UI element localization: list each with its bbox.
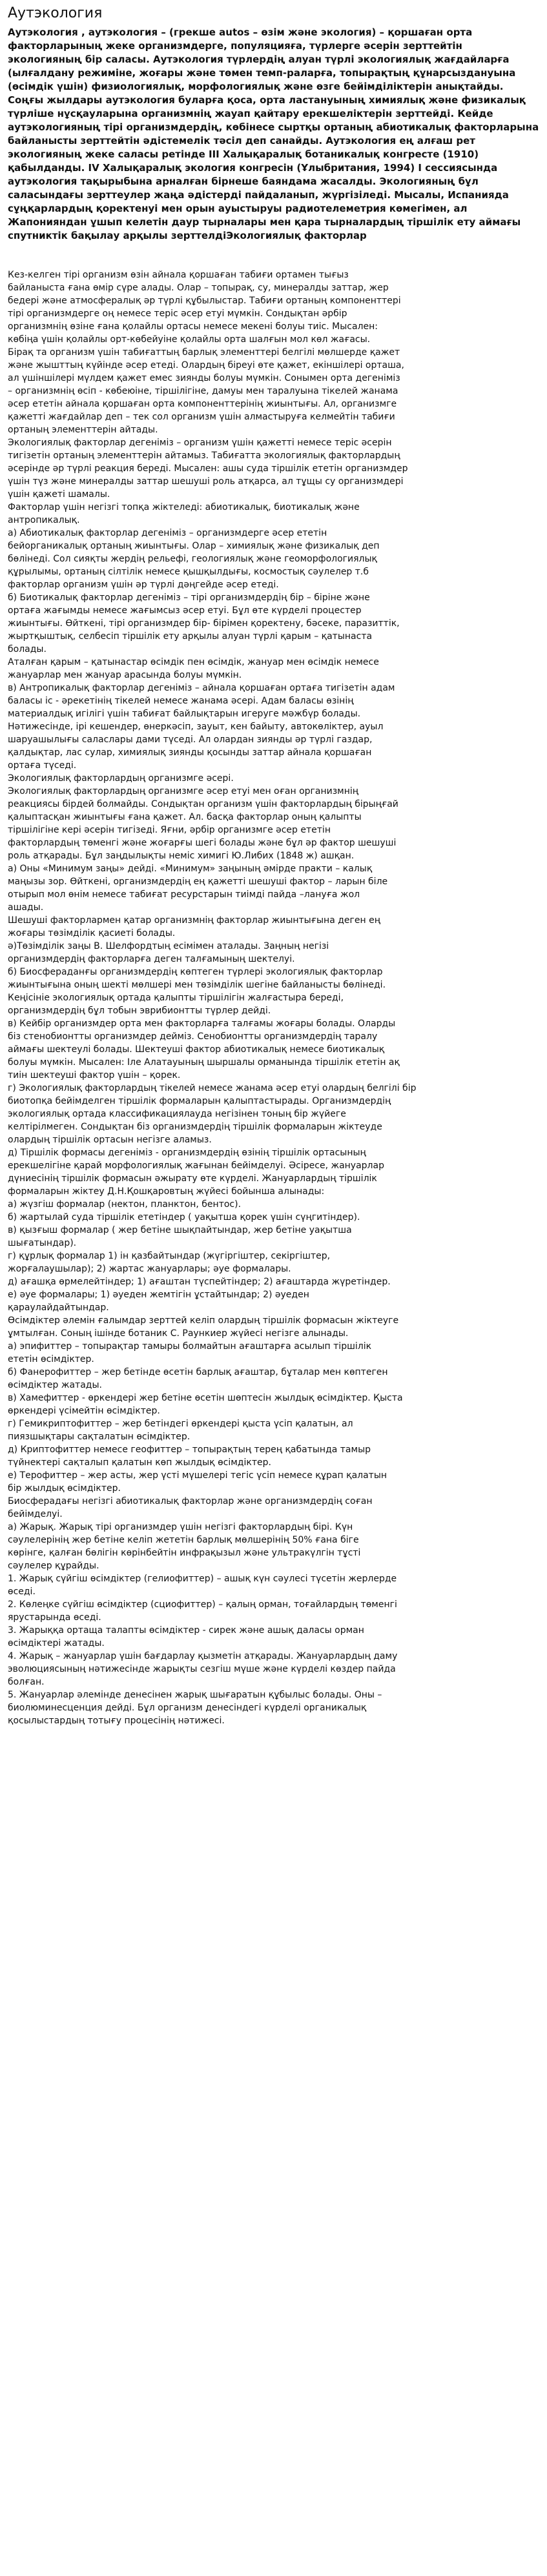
- text-line: экологиялық ортада классификациялауда негізінен тоның бір жүйеге: [8, 1109, 346, 1119]
- text-line: әсер ететін айнала қоршаған орта компоненттерінің жиынтығы. Ал, организмге: [8, 399, 397, 409]
- text-line: е) Терофиттер – жер асты, жер үсті мүшелері тегіс үсіп немесе құрап қалатын: [8, 1470, 387, 1481]
- text-line: антропикалық.: [8, 515, 80, 525]
- text-line: көбіңа үшін қолайлы орт-көбейуіне қолайлы орта шалғын мол көл жағасы.: [8, 334, 371, 345]
- text-line: б) Биотикалық факторлар дегеніміз – тірі организмдердің бір – біріне және: [8, 593, 370, 603]
- text-line: жоғары төзімділік қасиеті болады.: [8, 928, 176, 938]
- body-text: [8, 269, 539, 1727]
- text-line: өсімдіктері жатады.: [8, 1638, 105, 1648]
- text-line: пиязшықтары сақталатын өсімдіктер.: [8, 1432, 191, 1442]
- text-line: факторлардың төменгі және жоғарғы шегі болады және бұл әр фактор шешуші: [8, 838, 397, 848]
- text-line: құрылымы, ортаның сілтілік немесе қышқылдығы, космостық сәулелер т.б: [8, 567, 369, 577]
- text-line: ашады.: [8, 902, 44, 913]
- text-line: д) Тіршілік формасы дегеніміз - организмдердің өзінің тіршілік ортасының: [8, 1148, 366, 1158]
- text-line: а) Жарық. Жарық тірі организмдер үшін негізгі факторлардың бірі. Күн: [8, 1522, 353, 1532]
- text-line: в) Кейбір организмдер орта мен факторларға талғамы жоғары болады. Оларды: [8, 1019, 396, 1029]
- text-line: өсімдіктер жатады.: [8, 1380, 102, 1390]
- text-line: Биосферадағы негізгі абиотикалық факторлар және организмдердің соған: [8, 1496, 373, 1506]
- text-line: в) қызғыш формалар ( жер бетіне шықпайтындар, жер бетіне уақытша: [8, 1225, 352, 1235]
- text-line: е) әуе формалары; 1) әуеден жемтігін ұстайтындар; 2) әуеден: [8, 1290, 309, 1300]
- text-line: болған.: [8, 1677, 45, 1687]
- text-line: үшін қажеті шамалы.: [8, 489, 110, 500]
- text-line: қажетті жағдайлар деп – тек сол организм үшін алмастыруға келмейтін табиғи: [8, 412, 395, 422]
- text-line: және жышттың күйінде әсер етеді. Олардың біреуі өте қажет, екіншілері орташа,: [8, 360, 404, 370]
- text-line: организмнің өзіне ғана қолайлы ортасы немесе мекені болуы тиіс. Мысален:: [8, 321, 378, 332]
- text-line: Экологиялық факторлардың организмге әсері.: [8, 773, 234, 784]
- text-line: а) эпифиттер – топырақтар тамыры болмайтын ағаштарға асылып тіршілік: [8, 1341, 372, 1352]
- text-line: ортаға түседі.: [8, 760, 77, 771]
- text-line: формаларын жіктеу Д.Н.Қошқаровтың жүйесі бойынша алынады:: [8, 1186, 325, 1197]
- text-line: 5. Жануарлар әлемінде денесінен жарық шығаратын құбылыс болады. Оны –: [8, 1690, 382, 1700]
- text-line: Шешуші факторлармен қатар организмнің факторлар жиынтығына деген ең: [8, 915, 380, 926]
- text-line: а) Оны «Минимум заңы» дейді. «Минимум» заңының әмірде практи – калық: [8, 864, 373, 874]
- text-line: эволюциясының нәтижесінде жарықты сезгіш мүше және күрделі көздер пайда: [8, 1664, 396, 1674]
- text-line: г) Гемикриптофиттер – жер бетіндегі өркендері қыста үсіп қалатын, ал: [8, 1419, 353, 1429]
- text-line: тиін шектеуші фактор үшін – қорек.: [8, 1070, 181, 1080]
- text-line: – организмнің өсіп - көбеюіне, тіршілігіне, дамуы мен таралуына тікелей жанама: [8, 386, 398, 396]
- text-line: қосылыстардың тотығу процесінің нәтижесі.: [8, 1716, 225, 1726]
- text-line: ерекшелігіне қарай морфологиялық жағынан бейімделуі. Әсіресе, жануарлар: [8, 1161, 384, 1171]
- lead-paragraph: Аутэкология , аутэкология – (грекше autos – өзім және экология) – қоршаған орта факторларының жеке организмдерге, популяцияға, түрлерге әсерін зерттейтін экологияның бір саласы. Аутэкология түрлердің алуан түрлі экологиялық жағдайларға (ылғалдану режиміне, жоғары және төмен темп-раларға, топырақтың құнарсыздануына (өсімдік үшін) физиологиялық, морфологиялық және өзге бейімділіктерін анықтайды. Соңғы жылдары аутэкология буларға қоса, орта ластануының химиялық және физикалық түрліше нұсқауларына организмнің жауап қайтару ерекшеліктерін зерттейді. Кейде аутэкологияның тірі организмдердің, көбінесе сыртқы ортаның абиотикалық факторларына байланысты зерттейтін әдістемелік тәсіл деп санайды. Аутэкология ең алғаш рет экологияның жеке саласы ретінде ІІІ Халықаралық ботаникалық конгресте (1910) қабылданды. IV Халықаралық экология конгресін (Ұлыбритания, 1994) І сессиясында аутэкология тақырыбына арналған бірнеше баяндама жасалды. Экологияның бұл салаcындағы зерттеулер жаңа әдістерді пайдаланып, жүргізіледі. Мысалы, Испанияда сұңқарлардың қоректенуі мен орын ауыстыруы радиотелеметрия көмегімен, ал Жапонияндан ұшып келетін дауp тырналары мен қара тырналардың тіршілік ету аймағы спутниктік бақылау арқылы зерттелдіЭкологиялық факторлар: [8, 26, 539, 241]
- text-line: маңызы зор. Өйткені, организмдердің ең қажетті шешуші фактор – ларын біле: [8, 877, 388, 887]
- text-line: болуы мүмкін. Мысален: Іле Алатауының шыршалы орманында тіршілік ететін ақ: [8, 1057, 400, 1068]
- text-line: Экологиялық факторлар дегеніміз – организм үшін қажетті немесе теріс әсерін: [8, 438, 392, 448]
- text-line: жануарлар мен жануар арасында болуы мүмкін.: [8, 670, 242, 680]
- text-line: 1. Жарық сүйгіш өсімдіктер (гелиофиттер) – ашық күн сәулесі түсетін жерлерде: [8, 1574, 397, 1584]
- text-line: ә)Төзімділік заңы В. Шелфордтың есімімен аталады. Заңның негізі: [8, 941, 329, 951]
- text-line: г) құрлық формалар 1) ін қазбайтындар (жүгіргіштер, секіргіштер,: [8, 1251, 331, 1261]
- text-line: д) ағашқа өрмелейтіндер; 1) ағаштан түспейтіндер; 2) ағаштарда жүретіндер.: [8, 1277, 391, 1287]
- text-line: б) жартылай суда тіршілік ететіндер ( уақытша қорек үшін сүңгитіндер).: [8, 1212, 360, 1222]
- text-line: өседі.: [8, 1587, 36, 1597]
- text-line: жиынтығы. Өйткені, тірі организмдер бір- бірімен қоректену, бәсеке, паразиттік,: [8, 618, 400, 629]
- text-line: өркендері үсімейтін өсімдіктер.: [8, 1406, 160, 1416]
- text-line: қараулайдайтындар.: [8, 1303, 109, 1313]
- text-line: Аталған қарым – қатынастар өсімдік пен өсімдік, жануар мен өсімдік немесе: [8, 657, 379, 667]
- text-line: жыртқыштық, селбесіп тіршілік ету арқылы алуан түрлі қарым – қатынаста: [8, 631, 373, 642]
- text-line: сәулелерінің жер бетіне келіп жететін барлық мөлшерінің 50% ғана біге: [8, 1535, 359, 1545]
- text-line: дүниесінің тіршілік формасын әжырату өте күрделі. Жануарлардың тіршілік: [8, 1173, 377, 1184]
- text-line: келтірілмеген. Сондықтан біз организмдердің тіршілік формаларын жіктеуде: [8, 1122, 382, 1132]
- text-line: тіршілігіне кері әсерін тигізеді. Яғни, әрбір организмге әсер ететін: [8, 825, 331, 835]
- text-line: отырып мол өнім немесе табиғат ресурстарын тиімді пайда –лануға жол: [8, 889, 360, 900]
- text-line: ортаның элементтерін айтады.: [8, 425, 158, 435]
- text-line: д) Криптофиттер немесе геофиттер – топырақтың терең қабатында тамыр: [8, 1445, 371, 1455]
- text-line: біз стенобионтты организмдер дейміз. Сенобионтты организмдердің таралу: [8, 1031, 378, 1042]
- text-line: Экологиялық факторлардың организмге әсер етуі мен оған организмнің: [8, 786, 358, 796]
- text-line: факторлар организм үшін әр түрлі дәңгейде әсер етеді.: [8, 580, 279, 590]
- text-line: в) Хамефиттер - өркендері жер бетіне өсетін шөптесін жылдық өсімдіктер. Қыста: [8, 1393, 403, 1403]
- text-line: 4. Жарық – жануарлар үшін бағдарлау қызметін атқарады. Жануарлардың даму: [8, 1651, 398, 1661]
- text-line: қалдықтар, лас сулар, химиялық зиянды қосынды заттар айнала қоршаған: [8, 747, 372, 758]
- text-line: Өсімдіктер әлемін ғалымдар зерттей келіп олардың тіршілік формасын жіктеуге: [8, 1315, 399, 1326]
- text-line: г) Экологиялық факторлардың тікелей немесе жанама әсер етуі олардың белгілі бір: [8, 1083, 417, 1093]
- text-line: ал үшіншілері мүлдем қажет емес зиянды болуы мүмкін. Сонымен орта дегеніміз: [8, 373, 400, 383]
- text-line: әсерінде әр түрлі реакция береді. Мысален: ашы суда тіршілік ететін организмдер: [8, 463, 408, 474]
- page-title: Аутэкология: [8, 5, 103, 21]
- text-line: Нәтижесінде, ірі кешендер, өнеркәсіп, зауыт, кен байыту, автокөліктер, ауыл: [8, 722, 384, 732]
- text-line: б) Фанерофиттер – жер бетінде өсетін барлық ағаштар, бұталар мен көптеген: [8, 1367, 388, 1377]
- text-line: бейорганикалық ортаның жиынтығы. Олар – химиялық және физикалық деп: [8, 541, 380, 551]
- text-line: түйнектері сақталып қалатын көп жылдық өсімдіктер.: [8, 1457, 271, 1468]
- text-line: үшін түз және минералды заттар шешуші роль атқарса, ал тұщы су организмдері: [8, 476, 404, 487]
- text-line: қалыптасқан жиынтығы ғана қажет. Ал. басқа факторлар оның қалыпты: [8, 812, 362, 822]
- text-line: Факторлар үшін негізгі топқа жіктеледі: абиотикалық, биотикалық және: [8, 502, 360, 512]
- text-line: бедері және атмосфералық әр түрлі құбылыстар. Табиғи ортаның компоненттері: [8, 296, 401, 306]
- text-line: олардың тіршілік ортасын негізге аламыз.: [8, 1135, 212, 1145]
- text-line: Бірақ та организм үшін табиғаттың барлық элементтері белгілі мөлшерде қажет: [8, 347, 400, 358]
- text-line: бейімделуі.: [8, 1509, 63, 1519]
- text-line: бір жылдық өсімдіктер.: [8, 1483, 121, 1494]
- text-line: жорғалаушылар); 2) жартас жануарлары; әуе формалары.: [8, 1264, 291, 1274]
- text-line: шаруашылығы саласлары дами түседі. Ал олардан зиянды әр түрлі газдар,: [8, 735, 373, 745]
- text-line: а) Абиотикалық факторлар дегеніміз – организмдерге әсер ететін: [8, 528, 327, 538]
- text-line: ярустарында өседі.: [8, 1612, 101, 1623]
- text-line: сәулелер құрайды.: [8, 1561, 99, 1571]
- text-line: байланыста ғана өмір сүре алады. Олар – топырақ, су, минералды заттар, жер: [8, 283, 389, 293]
- text-line: болады.: [8, 644, 46, 654]
- text-line: ететін өсімдіктер.: [8, 1354, 94, 1364]
- text-line: аймағы шектеулі болады. Шектеуші фактор абиотикалық немесе биотикалық: [8, 1044, 385, 1055]
- text-line: шығатындар).: [8, 1238, 77, 1248]
- text-line: баласы іс - әрекетінің тікелей немесе жанама әсері. Адам баласы өзінің: [8, 696, 354, 706]
- text-line: в) Антропикалық факторлар дегеніміз – айнала қоршаған ортаға тигізетін адам: [8, 683, 395, 693]
- text-line: Кез-келген тірі организм өзін айнала қоршаған табиғи ортамен тығыз: [8, 270, 349, 280]
- text-line: организмдердің факторларға деген талғамының шектелуі.: [8, 954, 295, 964]
- text-line: организмдердің бұл тобын эврибионтты түрлер дейді.: [8, 1006, 271, 1016]
- text-line: 3. Жарыққа ортаща талапты өсімдіктер - сирек және ашық даласы орман: [8, 1625, 364, 1636]
- text-line: а) жүзгіш формалар (нектон, планктон, бентос).: [8, 1199, 242, 1210]
- text-line: биотопқа бейімделген тіршілік формаларын қалыптастырады. Организмдердің: [8, 1096, 391, 1106]
- text-line: ұмтылған. Соның ішінде ботаник С. Раункиер жүйесі негізге алынады.: [8, 1328, 349, 1339]
- text-line: ортаға жағымды немесе жағымсыз әсер етуі. Бұл өте күрделі процестер: [8, 605, 362, 616]
- text-line: реакциясы бірдей болмайды. Сондықтан организм үшін факторлардың бірыңғай: [8, 799, 398, 809]
- text-line: материалдық игілігі үшін табиғат байлықтарын игеруге мәжбүр болады.: [8, 709, 361, 719]
- text-line: биолюминесценция дейді. Бұл организм денесіндегі күрделі органикалық: [8, 1703, 367, 1713]
- text-line: бөлінеді. Сол сияқты жердің рельефі, геологиялық және геоморфологиялық: [8, 554, 378, 564]
- text-line: роль атқарады. Бұл заңдылықты неміс химигі Ю.Либих (1848 ж) ашқан.: [8, 851, 355, 861]
- text-line: 2. Көлеңке сүйгіш өсімдіктер (сциофиттер) – қалың орман, тоғайлардың төменгі: [8, 1599, 397, 1610]
- text-line: көрінге, қалған бөлігін көрінбейтін инфрақызыл және ультракүлгін тұсті: [8, 1548, 361, 1558]
- text-line: б) Биосфераданғы организмдердің көптеген түрлері экологиялық факторлар: [8, 967, 383, 977]
- text-line: тірі организмдерге оң немесе теріс әсер етуі мүмкін. Сондықтан әрбір: [8, 309, 347, 319]
- text-line: Кеңісініе экологиялық ортада қалыпты тіршілігін жалғастыра береді,: [8, 993, 344, 1003]
- text-line: жиынтығына оның шекті мөлшері мен төзімділік шегіне байланысты бөлінеді.: [8, 980, 386, 990]
- text-line: тигізетін ортаның элементтерін айтамыз. Табиғатта экологиялық факторлардың: [8, 451, 400, 461]
